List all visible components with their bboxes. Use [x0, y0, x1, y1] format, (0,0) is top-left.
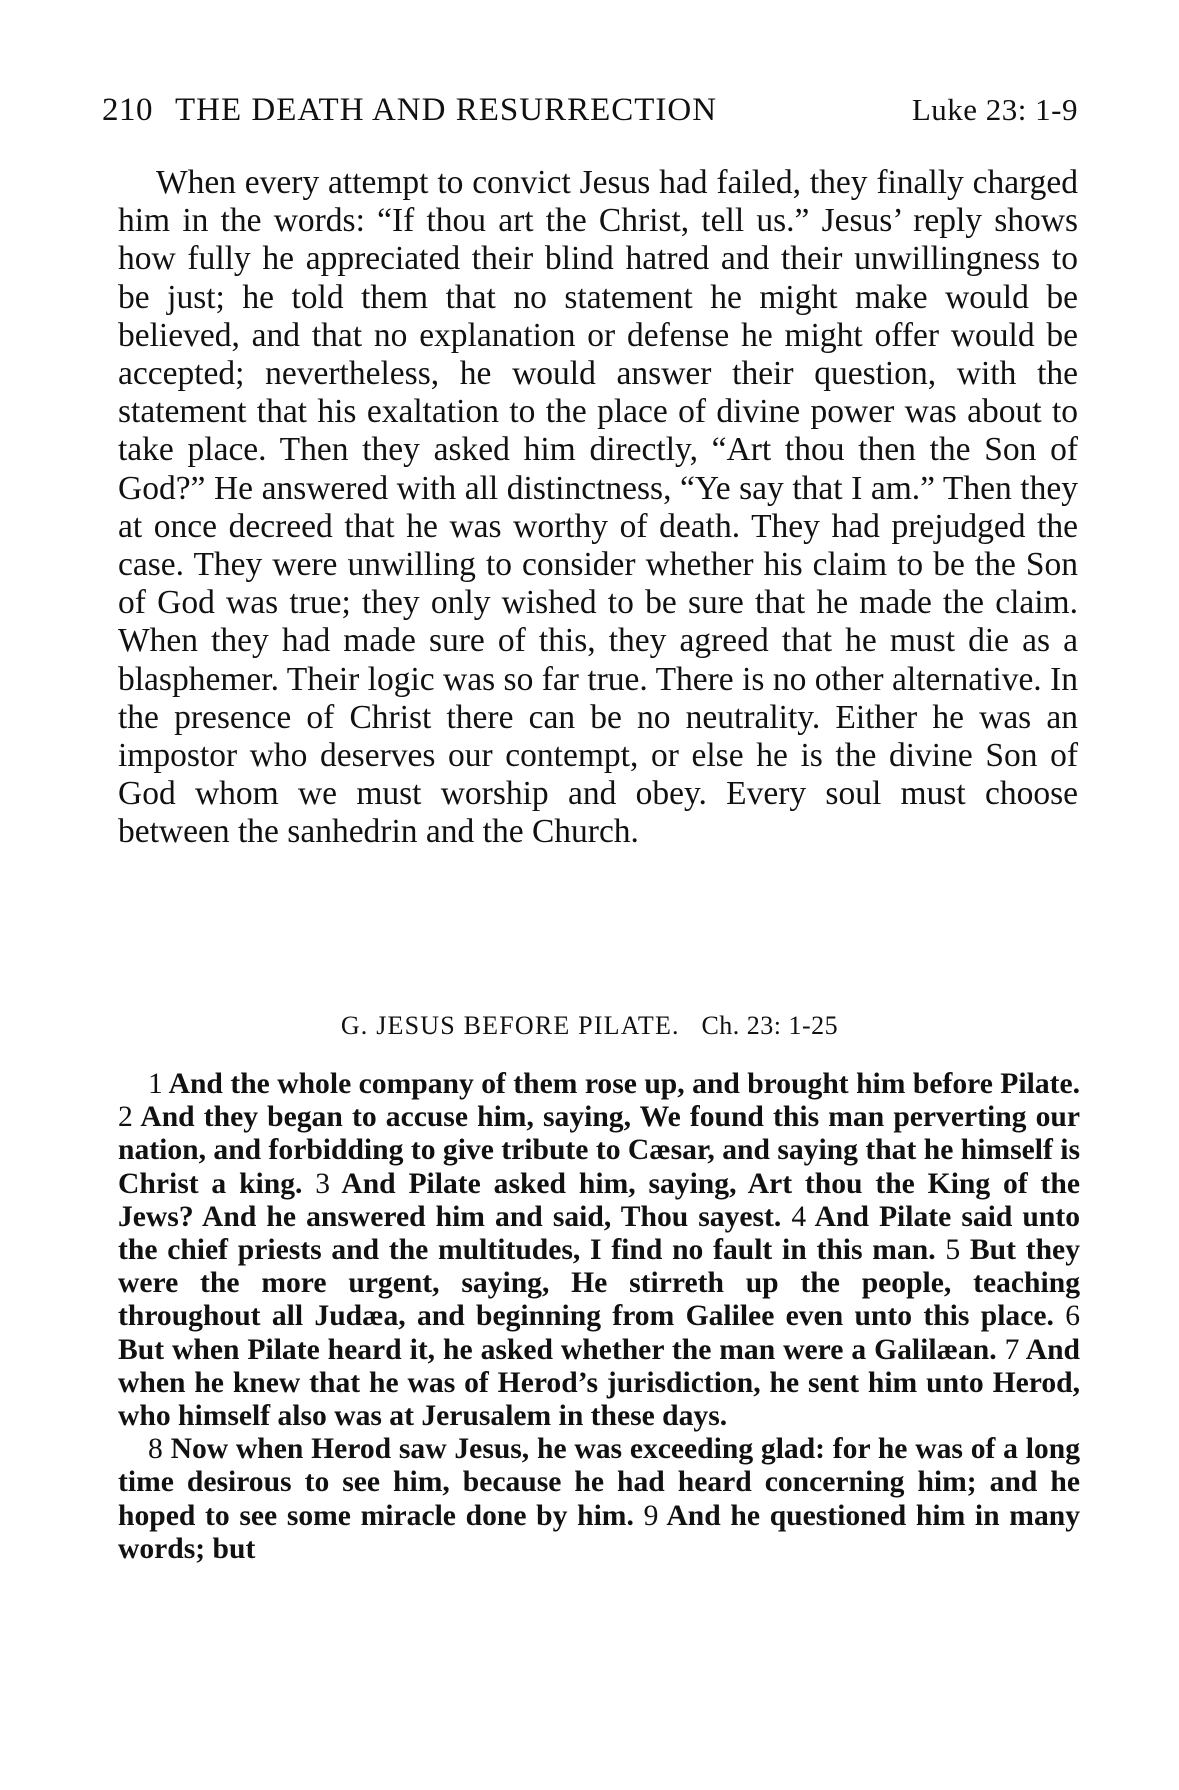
- verse-text: But when Pilate heard it, he asked whether the man were a Galilæan.: [118, 1333, 1005, 1366]
- verse-number: 8: [148, 1433, 163, 1466]
- verse-number: 2: [118, 1101, 133, 1134]
- section-title: G. JESUS BEFORE PILATE.: [340, 1011, 680, 1040]
- commentary-paragraph: When every attempt to convict Jesus had failed, they finally charged him in the words: “If thou art the Christ, tell us.” Jesus’ reply shows how fully he appreciated their blind hatred and their unwillingness to be just; he told them that no statement he might make would be believed, and that no explanation or defense he might offer would be accepted; nevertheless, he would answer their question, with the statement that his exaltation to the place of divine power was about to take place. Then they asked him directly, “Art thou then the Son of God?” He answered with all distinctness, “Ye say that I am.” Then they at once decreed that he was worthy of death. They had prejudged the case. They were unwilling to consider whether his claim to be the Son of God was true; they only wished to be sure that he made the claim. When they had made sure of this, they agreed that he must die as a blasphemer. Their logic was so far true. There is no other alternative. In the presence of Christ there can be no neutrality. Either he was an impostor who deserves our contempt, or else he is the divine Son of God whom we must worship and obey. Every soul must choose between the sanhedrin and the Church.: [118, 164, 1078, 851]
- verse-text: And when he knew that he was of Herod’s jurisdiction, he sent him unto Herod, who himself also was at Jerusalem in these days.: [118, 1333, 1080, 1433]
- verse-text: And the whole company of them rose up, and brought him before Pilate.: [162, 1068, 1080, 1100]
- verse-text: And Pilate asked him, saying, Art thou the King of the Jews? And he answered him and said, Thou sayest.: [118, 1167, 1080, 1233]
- verse-text: But they were the more urgent, saying, He stirreth up the people, teaching throughout all Judæa, and beginning from Galilee even unto this place.: [118, 1234, 1080, 1333]
- verse-number: 9: [643, 1499, 659, 1532]
- scripture-text: [118, 1068, 1080, 1566]
- verse-number: 1: [148, 1068, 163, 1100]
- section-reference: Ch. 23: 1-25: [701, 1011, 839, 1040]
- verse-number: 3: [315, 1167, 331, 1200]
- verse-text: And he questioned him in many words; but: [118, 1499, 1081, 1565]
- verse-number: 7: [1004, 1333, 1020, 1366]
- page-number: 210: [102, 92, 153, 128]
- running-head: [102, 92, 1078, 132]
- section-heading: [0, 1011, 1179, 1041]
- book-title: THE DEATH AND RESURRECTION: [175, 92, 718, 128]
- verse-number: 6: [1065, 1300, 1080, 1333]
- scripture-paragraph: [118, 1433, 1080, 1566]
- verse-text: And they began to accuse him, saying, We found this man perverting our nation, and forbidding to give tribute to Cæsar, and saying that he himself is Christ a king.: [118, 1101, 1080, 1200]
- verse-number: 4: [791, 1200, 807, 1233]
- verse-number: 5: [945, 1234, 961, 1267]
- verse-text: And Pilate said unto the chief priests and the multitudes, I find no fault in this man.: [118, 1200, 1080, 1267]
- verse-text: Now when Herod saw Jesus, he was exceeding glad: for he was of a long time desirous to see him, because he had heard concerning him; and he hoped to see some miracle done by him.: [118, 1433, 1080, 1532]
- chapter-reference: Luke 23: 1-9: [911, 92, 1078, 127]
- scripture-paragraph: [118, 1068, 1080, 1433]
